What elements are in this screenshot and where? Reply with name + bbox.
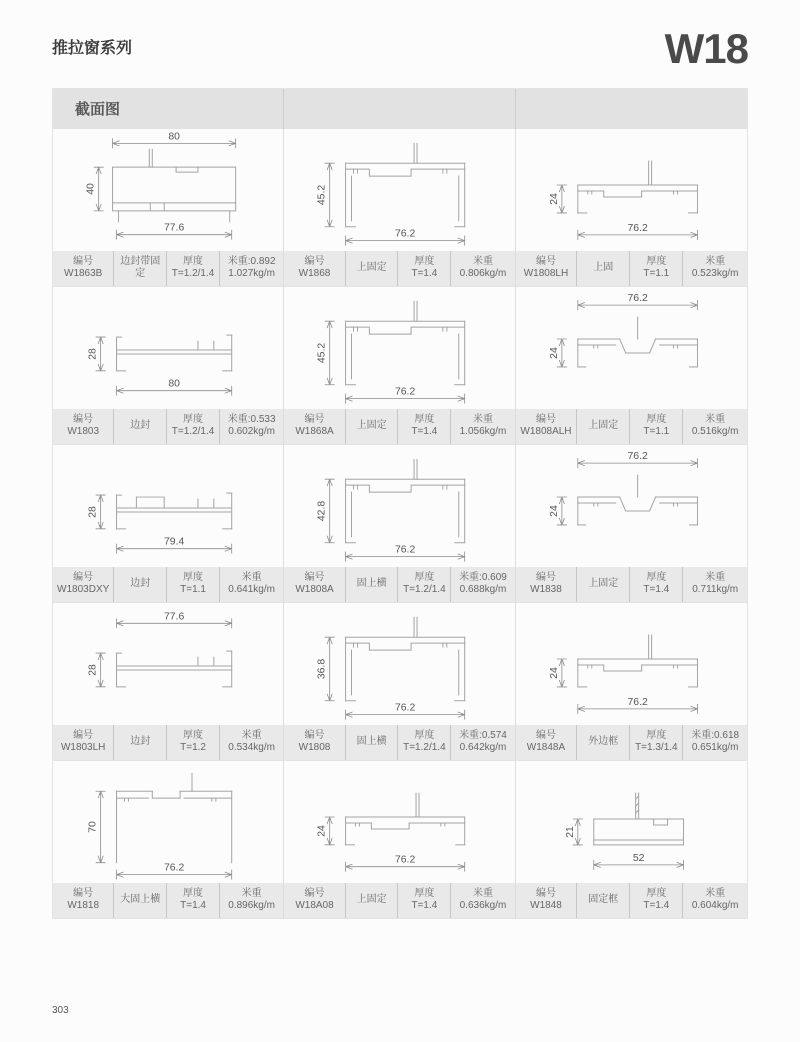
profile-cell <box>53 129 284 287</box>
profile-type: 边封 <box>130 420 151 432</box>
thickness-label: 厚度 <box>414 571 435 583</box>
thickness-value: T=1.1 <box>643 268 670 280</box>
profile-type: 边封 <box>130 578 151 590</box>
profile-drawing <box>516 761 747 883</box>
thickness-field <box>630 251 683 286</box>
dimension-label: 76.2 <box>395 228 416 240</box>
profile-outline <box>619 339 655 353</box>
code-label: 编号 <box>73 887 94 899</box>
code-label: 编号 <box>535 571 556 583</box>
profile-code: W1808 <box>298 742 331 754</box>
thickness-label: 厚度 <box>183 571 204 583</box>
thickness-label: 厚度 <box>414 887 435 899</box>
section-header-col3 <box>516 89 747 129</box>
thickness-value: T=1.4 <box>643 900 670 912</box>
thickness-field <box>398 567 451 602</box>
profile-type: 上固 <box>593 262 614 274</box>
profile-drawing <box>516 603 747 725</box>
weight-line1: 米重 <box>472 413 493 425</box>
dimension-label: 77.6 <box>163 611 185 623</box>
profile-cell <box>516 445 747 603</box>
profile-cell <box>284 287 515 445</box>
profile-drawing <box>284 761 514 883</box>
profile-code: W1868 <box>298 268 331 280</box>
code-label: 编号 <box>535 887 556 899</box>
dimension-label: 76.2 <box>627 696 648 708</box>
profile-code: W1808A <box>295 584 334 596</box>
code-field <box>284 883 345 918</box>
profile-cell <box>284 603 515 761</box>
thickness-label: 厚度 <box>414 413 435 425</box>
spec-strip <box>284 409 514 445</box>
dimension-label: 76.2 <box>395 386 416 398</box>
dimension-label: 24 <box>548 504 560 517</box>
profile-drawing <box>53 287 283 409</box>
thickness-field <box>167 409 220 444</box>
weight-line1: 米重:0.574 <box>459 729 507 741</box>
weight-line2: 0.534kg/m <box>228 742 275 754</box>
profile-outline <box>152 791 180 798</box>
type-field <box>577 251 630 286</box>
profile-type: 固上横 <box>356 736 387 748</box>
thickness-value: T=1.4 <box>643 584 670 596</box>
weight-field <box>220 251 283 286</box>
weight-field <box>683 567 747 602</box>
table-row <box>53 761 747 919</box>
series-title: 推拉窗系列 <box>52 39 133 57</box>
weight-field <box>451 409 514 444</box>
thickness-field <box>398 251 451 286</box>
code-field <box>516 251 578 286</box>
weight-line2: 1.027kg/m <box>228 268 275 280</box>
code-field <box>53 883 114 918</box>
profile-cell <box>53 603 284 761</box>
table-row <box>53 129 747 287</box>
code-label: 编号 <box>73 729 94 741</box>
code-field <box>284 567 345 602</box>
profile-drawing <box>284 603 514 725</box>
table-body <box>53 129 747 919</box>
profile-code: W18A08 <box>295 900 334 912</box>
type-field <box>346 883 399 918</box>
weight-line1: 米重 <box>705 413 726 425</box>
profile-outline <box>136 497 164 508</box>
weight-line2: 0.688kg/m <box>459 584 507 596</box>
profile-drawing <box>284 445 514 567</box>
weight-line2: 0.516kg/m <box>691 426 739 438</box>
weight-field <box>220 567 283 602</box>
code-field <box>516 883 578 918</box>
thickness-label: 厚度 <box>183 729 204 741</box>
thickness-value: T=1.1 <box>180 584 206 596</box>
profile-type: 上固定 <box>588 578 619 590</box>
profile-cell <box>516 603 747 761</box>
dimension-label: 76.2 <box>395 544 416 556</box>
weight-field <box>451 725 514 760</box>
weight-line1: 米重 <box>241 571 262 583</box>
code-label: 编号 <box>304 255 325 267</box>
code-label: 编号 <box>73 413 94 425</box>
thickness-label: 厚度 <box>183 887 204 899</box>
dimension-label: 42.8 <box>317 500 329 521</box>
code-field <box>53 567 114 602</box>
profile-cell <box>516 287 747 445</box>
profile-type: 大固上横 <box>120 894 161 906</box>
weight-line1: 米重:0.533 <box>227 413 276 425</box>
profile-code: W1808LH <box>523 268 569 280</box>
profile-type: 外边框 <box>588 736 619 748</box>
table-row <box>53 445 747 603</box>
profile-cell <box>284 129 515 287</box>
spec-strip <box>284 567 514 603</box>
profile-drawing <box>53 129 283 251</box>
code-label: 编号 <box>535 413 556 425</box>
profile-cell <box>516 761 747 919</box>
profile-code: W1808ALH <box>520 426 572 438</box>
dimension-label: 80 <box>168 131 180 143</box>
code-label: 编号 <box>535 255 556 267</box>
dimension-label: 77.6 <box>163 222 185 234</box>
dimension-label: 70 <box>87 820 99 833</box>
profile-code: W1803DXY <box>57 584 110 596</box>
profile-drawing <box>516 129 747 251</box>
code-field <box>53 725 114 760</box>
weight-line2: 0.651kg/m <box>691 742 739 754</box>
type-field <box>114 725 167 760</box>
thickness-label: 厚度 <box>646 887 667 899</box>
page-number: 303 <box>52 1005 69 1016</box>
type-field <box>577 567 630 602</box>
dimension-label: 80 <box>168 378 180 390</box>
dimension-label: 45.2 <box>317 184 329 205</box>
profile-drawing <box>53 445 283 567</box>
weight-line2: 0.636kg/m <box>459 900 507 912</box>
profile-drawing <box>53 603 283 725</box>
weight-line1: 米重 <box>705 571 726 583</box>
spec-strip <box>516 251 747 287</box>
profile-cell <box>53 761 284 919</box>
thickness-label: 厚度 <box>646 571 667 583</box>
thickness-field <box>167 883 220 918</box>
section-header-col2 <box>284 89 515 129</box>
weight-line1: 米重:0.892 <box>227 255 276 267</box>
thickness-label: 厚度 <box>183 413 204 425</box>
weight-field <box>683 409 747 444</box>
profile-cell <box>516 129 747 287</box>
thickness-field <box>630 409 683 444</box>
profile-type: 固定框 <box>588 894 619 906</box>
table-row <box>53 603 747 761</box>
profile-code: W1848A <box>526 742 566 754</box>
weight-field <box>451 251 514 286</box>
profile-code: W1868A <box>295 426 334 438</box>
spec-strip <box>53 725 283 761</box>
profile-code: W1803 <box>67 426 100 438</box>
dimension-label: 79.4 <box>163 536 185 548</box>
dimension-label: 24 <box>548 666 560 679</box>
profile-type: 上固定 <box>356 420 387 432</box>
profile-outline <box>577 665 697 671</box>
thickness-label: 厚度 <box>414 729 435 741</box>
type-field <box>577 725 630 760</box>
spec-strip <box>284 725 514 761</box>
weight-line2: 0.896kg/m <box>228 900 275 912</box>
thickness-field <box>167 725 220 760</box>
thickness-field <box>167 567 220 602</box>
dimension-label: 21 <box>564 825 576 838</box>
code-label: 编号 <box>535 729 556 741</box>
type-field <box>346 725 399 760</box>
code-field <box>516 725 578 760</box>
thickness-value: T=1.2/1.4 <box>171 426 215 438</box>
code-field <box>284 409 345 444</box>
thickness-label: 厚度 <box>646 729 667 741</box>
thickness-label: 厚度 <box>646 255 667 267</box>
thickness-value: T=1.2/1.4 <box>171 268 215 280</box>
dimension-label: 40 <box>85 183 97 195</box>
profile-drawing <box>516 287 747 409</box>
weight-line1: 米重 <box>472 887 493 899</box>
weight-line1: 米重 <box>241 887 262 899</box>
weight-field <box>683 883 747 918</box>
weight-line2: 0.523kg/m <box>691 268 739 280</box>
profile-outline <box>593 819 683 845</box>
table-row <box>53 287 747 445</box>
thickness-field <box>630 567 683 602</box>
section-header-bar <box>53 89 747 129</box>
weight-field <box>683 725 747 760</box>
thickness-field <box>398 725 451 760</box>
profile-cell <box>53 445 284 603</box>
thickness-field <box>398 883 451 918</box>
thickness-label: 厚度 <box>183 255 204 267</box>
spec-strip <box>284 251 514 287</box>
thickness-value: T=1.1 <box>643 426 670 438</box>
profile-outline <box>176 167 198 172</box>
spec-strip <box>53 409 283 445</box>
type-field <box>346 409 399 444</box>
thickness-value: T=1.4 <box>411 426 438 438</box>
profile-table <box>52 88 748 919</box>
model-code: W18 <box>664 25 748 72</box>
section-header-col1 <box>53 89 284 129</box>
thickness-label: 厚度 <box>646 413 667 425</box>
profile-code: W1803LH <box>60 742 106 754</box>
spec-strip <box>284 883 514 919</box>
weight-line1: 米重 <box>241 729 262 741</box>
code-field <box>516 567 578 602</box>
profile-outline <box>113 167 236 211</box>
weight-field <box>220 725 283 760</box>
spec-strip <box>516 567 747 603</box>
profile-outline <box>653 819 667 825</box>
dimension-label: 76.2 <box>163 862 185 874</box>
weight-field <box>451 567 514 602</box>
thickness-value: T=1.4 <box>411 900 438 912</box>
thickness-value: T=1.2 <box>180 742 206 754</box>
code-label: 编号 <box>73 571 94 583</box>
code-field <box>284 251 345 286</box>
code-label: 编号 <box>73 255 94 267</box>
dimension-label: 45.2 <box>317 342 329 363</box>
dimension-label: 24 <box>548 192 560 205</box>
dimension-label: 76.2 <box>627 222 648 234</box>
weight-line1: 米重:0.618 <box>691 729 740 741</box>
dimension-label: 76.2 <box>395 702 416 714</box>
spec-strip <box>516 883 747 919</box>
spec-strip <box>53 251 283 287</box>
dimension-label: 28 <box>87 505 99 518</box>
thickness-value: T=1.2/1.4 <box>403 584 446 596</box>
thickness-field <box>630 725 683 760</box>
type-field <box>346 251 399 286</box>
profile-code: W1818 <box>67 900 100 912</box>
type-field <box>577 883 630 918</box>
weight-line2: 1.056kg/m <box>459 426 507 438</box>
profile-outline <box>346 823 465 829</box>
thickness-field <box>167 251 220 286</box>
code-field <box>284 725 345 760</box>
dimension-label: 28 <box>87 663 99 676</box>
spec-strip <box>53 567 283 603</box>
profile-drawing <box>284 287 514 409</box>
dimension-label: 76.2 <box>395 854 416 866</box>
profile-outline <box>577 191 697 197</box>
thickness-field <box>398 409 451 444</box>
code-field <box>516 409 578 444</box>
thickness-label: 厚度 <box>414 255 435 267</box>
profile-drawing <box>516 445 747 567</box>
thickness-value: T=1.3/1.4 <box>635 742 678 754</box>
type-field <box>114 567 167 602</box>
dimension-label: 52 <box>632 852 645 864</box>
thickness-field <box>630 883 683 918</box>
type-field <box>114 883 167 918</box>
profile-cell <box>284 761 515 919</box>
code-label: 编号 <box>304 729 325 741</box>
weight-field <box>451 883 514 918</box>
code-label: 编号 <box>304 571 325 583</box>
profile-type: 固上横 <box>356 578 387 590</box>
code-field <box>53 251 114 286</box>
dimension-label: 28 <box>87 347 99 360</box>
profile-type: 边封带固定 <box>120 255 161 280</box>
thickness-value: T=1.4 <box>411 268 438 280</box>
profile-code: W1838 <box>530 584 562 596</box>
profile-drawing <box>53 761 283 883</box>
profile-type: 边封 <box>130 736 151 748</box>
weight-line2: 0.641kg/m <box>228 584 275 596</box>
weight-line2: 0.711kg/m <box>692 584 739 596</box>
weight-field <box>683 251 747 286</box>
weight-line1: 米重 <box>705 887 726 899</box>
section-title: 截面图 <box>75 101 121 119</box>
weight-field <box>220 883 283 918</box>
profile-cell <box>53 287 284 445</box>
type-field <box>346 567 399 602</box>
thickness-value: T=1.4 <box>180 900 206 912</box>
spec-strip <box>53 883 283 919</box>
thickness-value: T=1.2/1.4 <box>403 742 446 754</box>
profile-code: W1848 <box>530 900 562 912</box>
weight-line2: 0.602kg/m <box>228 426 275 438</box>
spec-strip <box>516 409 747 445</box>
weight-line2: 0.604kg/m <box>691 900 739 912</box>
profile-code: W1863B <box>64 268 103 280</box>
weight-line1: 米重 <box>472 255 493 267</box>
weight-field <box>220 409 283 444</box>
profile-type: 上固定 <box>356 894 387 906</box>
profile-drawing <box>284 129 514 251</box>
page-header <box>0 0 800 72</box>
profile-type: 上固定 <box>356 262 387 274</box>
dimension-label: 76.2 <box>627 450 648 462</box>
dimension-label: 36.8 <box>317 658 329 679</box>
code-label: 编号 <box>304 413 325 425</box>
dimension-label: 24 <box>317 824 329 837</box>
weight-line1: 米重 <box>705 255 726 267</box>
weight-line2: 0.642kg/m <box>459 742 507 754</box>
dimension-label: 76.2 <box>627 292 648 304</box>
profile-outline <box>619 497 655 511</box>
weight-line2: 0.806kg/m <box>459 268 507 280</box>
type-field <box>114 409 167 444</box>
type-field <box>114 251 167 286</box>
type-field <box>577 409 630 444</box>
profile-cell <box>284 445 515 603</box>
spec-strip <box>516 725 747 761</box>
dimension-label: 24 <box>548 346 560 359</box>
weight-line1: 米重:0.609 <box>459 571 507 583</box>
code-field <box>53 409 114 444</box>
code-label: 编号 <box>304 887 325 899</box>
profile-type: 上固定 <box>588 420 619 432</box>
